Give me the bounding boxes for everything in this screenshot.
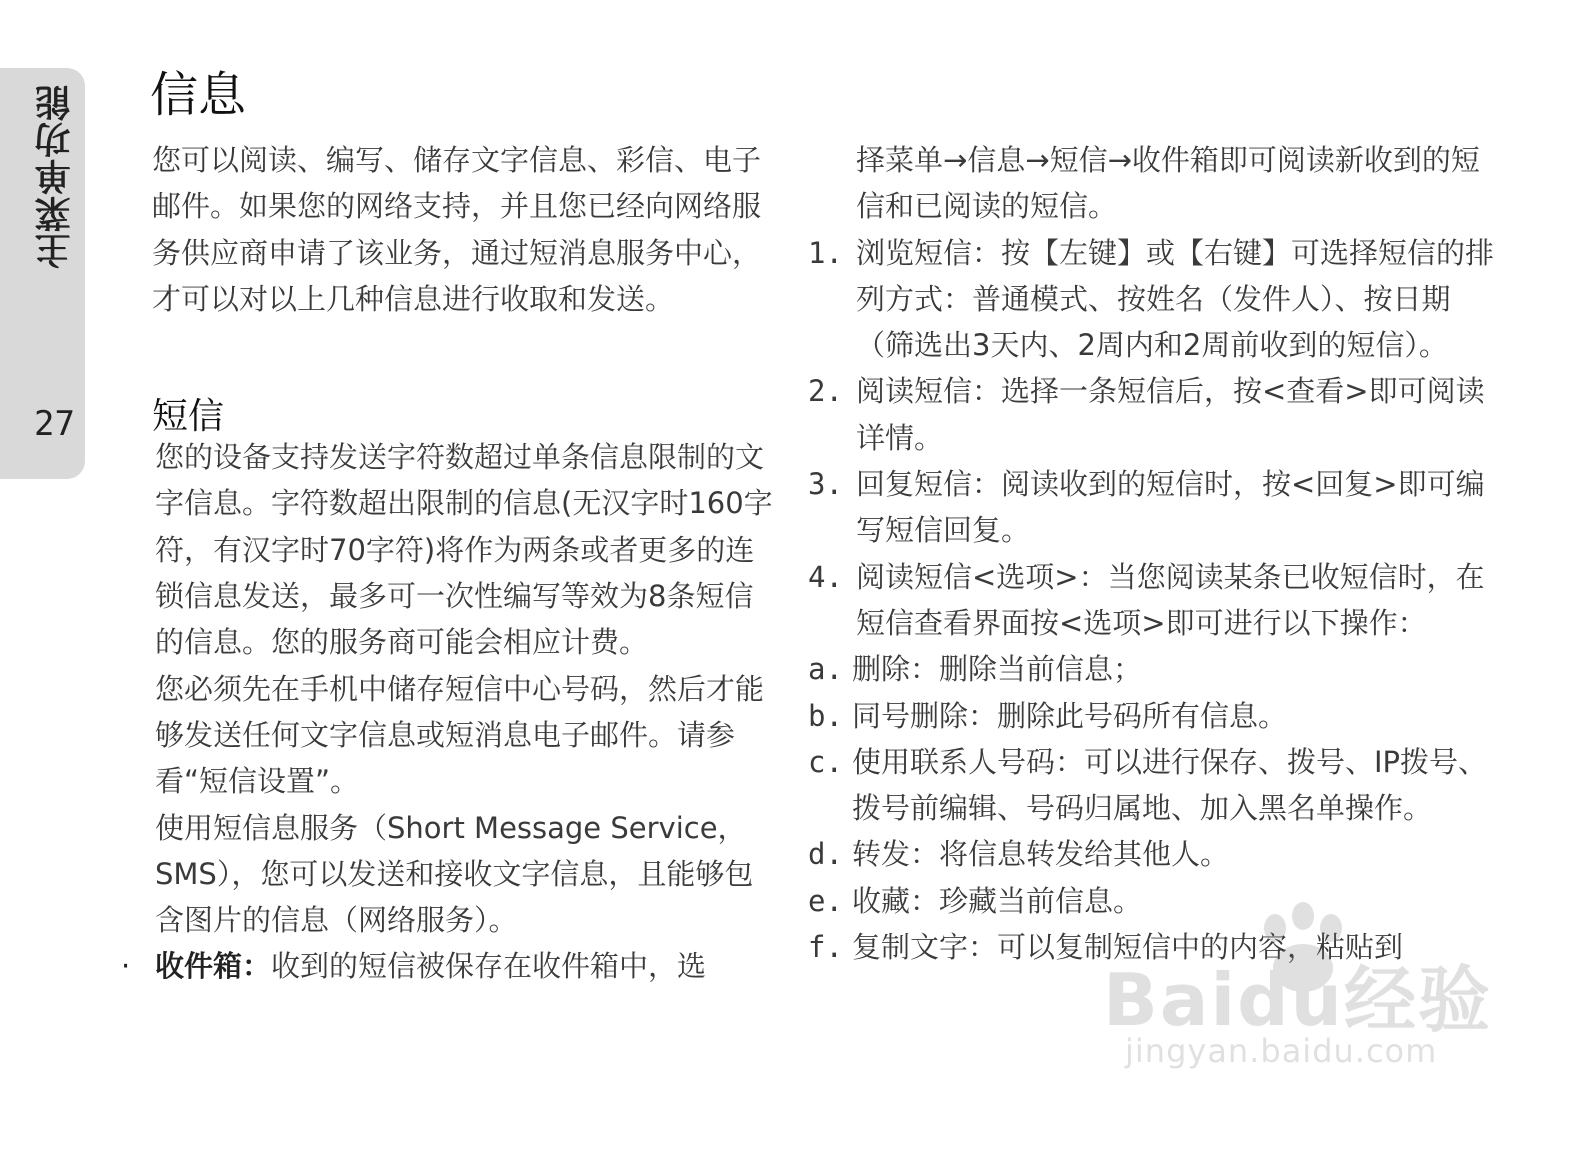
inbox-label: 收件箱： [155,949,272,984]
inbox-bullet-item [121,943,782,989]
chapter-title: 主菜单功能 [35,84,76,269]
option-text: 使用联系人号码：可以进行保存、拨号、IP拨号、拨号前编辑、号码归属地、加入黑名单操作。 [852,744,1488,826]
inbox-continuation: 择菜单→信息→短信→收件箱即可阅读新收到的短信和已阅读的短信。 [856,143,1480,224]
option-letter: d. [808,837,843,872]
sms-paragraph-2: 您必须先在手机中储存短信中心号码，然后才能够发送任何文字信息或短消息电子邮件。请参看“短信设置”。 [155,671,765,799]
step-item-4 [808,554,1508,647]
option-item-f [808,924,1508,970]
option-item-b [808,693,1508,739]
step-item-2 [808,368,1508,461]
page-title: 信息 [150,67,247,123]
page-number: 27 [34,404,75,444]
option-text: 转发：将信息转发给其他人。 [852,837,1230,872]
step-item-1 [808,230,1508,369]
left-column [121,137,782,990]
sms-paragraph-3: 使用短信息服务（Short Message Service，SMS），您可以发送和接收文字信息，且能够包含图片的信息（网络服务）。 [155,810,754,938]
section-heading-sms: 短信 [152,396,225,438]
option-text: 收藏：珍藏当前信息。 [852,883,1143,918]
step-item-3 [808,461,1508,554]
step-number: 3. [808,467,843,502]
step-number: 1. [808,235,843,270]
sms-paragraph-1: 您的设备支持发送字符数超过单条信息限制的文字信息。字符数超出限制的信息(无汉字时160字符，有汉字时70字符)将作为两条或者更多的连锁信息发送，最多可一次性编写等效为8条短信的信息。您的服务商可能会相应计费。 [155,440,773,660]
watermark-url: jingyan.baidu.com [1125,1032,1438,1070]
option-letter: f. [808,930,843,965]
option-text: 同号删除：删除此号码所有信息。 [852,698,1288,733]
step-text: 回复短信：阅读收到的短信时，按<回复>即可编写短信回复。 [856,467,1485,548]
option-letter: a. [808,652,843,687]
option-letter: c. [808,744,843,779]
option-item-e [808,878,1508,924]
inbox-text: 收到的短信被保存在收件箱中，选 [271,949,707,984]
option-letter: b. [808,698,843,733]
intro-paragraph: 您可以阅读、编写、储存文字信息、彩信、电子邮件。如果您的网络支持，并且您已经向网络服务供应商申请了该业务，通过短消息服务中心，才可以对以上几种信息进行收取和发送。 [152,143,762,316]
option-item-d [808,831,1508,877]
option-item-c [808,739,1508,832]
step-number: 4. [808,559,843,594]
step-text: 阅读短信<选项>：当您阅读某条已收短信时，在短信查看界面按<选项>即可进行以下操作： [856,559,1485,640]
option-item-a [808,646,1508,692]
right-column [808,137,1508,970]
option-text: 复制文字：可以复制短信中的内容，粘贴到 [852,930,1404,965]
bullet-dot-icon: · [121,949,131,984]
watermark-brand: Baidu经验 [1103,958,1492,1042]
step-text: 阅读短信：选择一条短信后，按<查看>即可阅读详情。 [856,374,1485,455]
option-letter: e. [808,883,843,918]
step-text: 浏览短信：按【左键】或【右键】可选择短信的排列方式：普通模式、按姓名（发件人）、按日期（筛选出3天内、2周内和2周前收到的短信）。 [856,235,1495,363]
option-text: 删除：删除当前信息； [852,652,1143,687]
step-number: 2. [808,374,843,409]
